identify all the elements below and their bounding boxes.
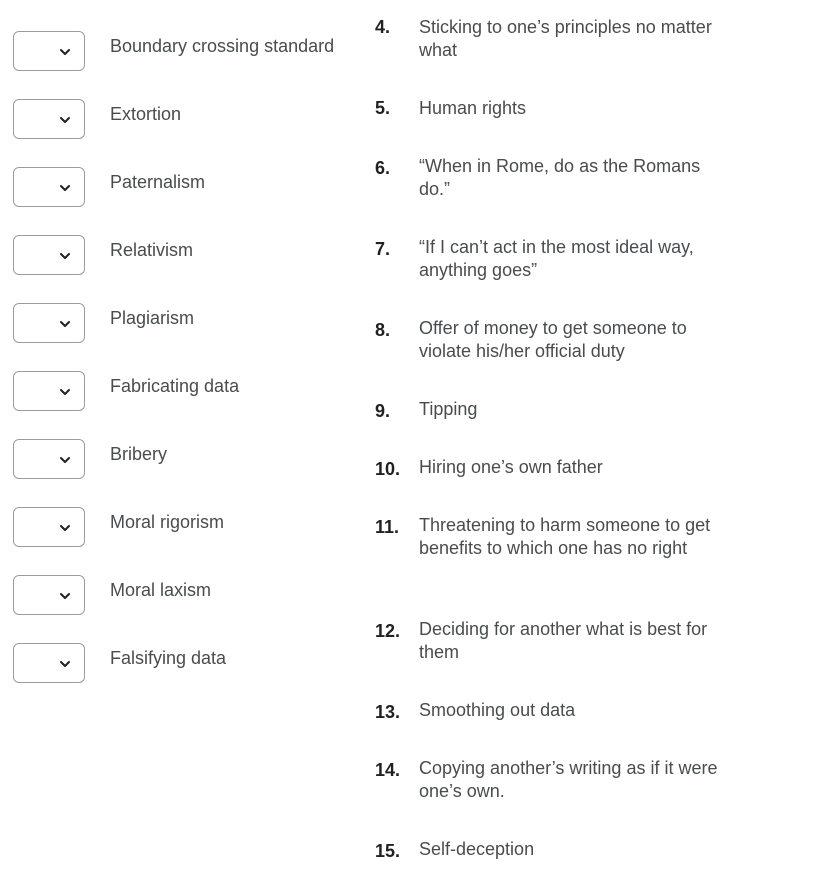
term-label: Fabricating data [110, 376, 240, 396]
term-label: Boundary crossing standard [110, 36, 335, 56]
match-dropdown[interactable] [13, 303, 85, 343]
chevron-down-icon [58, 657, 72, 671]
definition-text: Self-deception [419, 839, 535, 859]
definition-number: 4. [375, 17, 391, 37]
match-dropdown[interactable] [13, 575, 85, 615]
chevron-down-icon [58, 181, 72, 195]
match-dropdown[interactable] [13, 439, 85, 479]
definition-number: 11. [375, 517, 400, 537]
chevron-down-icon [58, 385, 72, 399]
definition-number: 8. [375, 320, 391, 340]
term-label: Bribery [110, 444, 168, 464]
term-label: Falsifying data [110, 648, 227, 668]
match-dropdown[interactable] [13, 99, 85, 139]
definition-number: 5. [375, 98, 391, 118]
definition-text: Threatening to harm someone to get benefits to which one has no right [419, 515, 711, 558]
definition-text: “If I can’t act in the most ideal way, anything goes” [419, 237, 694, 280]
definition-number: 15. [375, 841, 401, 861]
definition-number: 12. [375, 621, 401, 641]
definition-text: Hiring one’s own father [419, 457, 603, 477]
chevron-down-icon [58, 521, 72, 535]
match-dropdown[interactable] [13, 31, 85, 71]
definition-number: 9. [375, 401, 391, 421]
definition-text: Copying another’s writing as if it were one’s own. [419, 758, 718, 801]
chevron-down-icon [58, 453, 72, 467]
term-label: Extortion [110, 104, 182, 124]
match-dropdown[interactable] [13, 371, 85, 411]
term-label: Paternalism [110, 172, 206, 192]
definition-number: 13. [375, 702, 401, 722]
definition-number: 10. [375, 459, 401, 479]
chevron-down-icon [58, 589, 72, 603]
chevron-down-icon [58, 113, 72, 127]
chevron-down-icon [58, 45, 72, 59]
term-label: Plagiarism [110, 308, 195, 328]
definition-number: 6. [375, 158, 391, 178]
term-label: Moral rigorism [110, 512, 225, 532]
definition-number: 14. [375, 760, 401, 780]
definition-text: “When in Rome, do as the Romans do.” [419, 156, 701, 199]
definition-text: Human rights [419, 98, 527, 118]
definition-text: Offer of money to get someone to violate his/her official duty [419, 318, 687, 361]
definition-clip [375, 0, 725, 64]
definition-text: Deciding for another what is best for them [419, 619, 708, 662]
match-dropdown[interactable] [13, 167, 85, 207]
chevron-down-icon [58, 249, 72, 263]
match-dropdown[interactable] [13, 507, 85, 547]
definition-text: Sticking to one’s principles no matter what [419, 17, 712, 60]
match-dropdown[interactable] [13, 235, 85, 275]
term-label: Moral laxism [110, 580, 212, 600]
definition-text: Smoothing out data [419, 700, 576, 720]
chevron-down-icon [58, 317, 72, 331]
definition-text: Tipping [419, 399, 478, 419]
definition-number: 7. [375, 239, 391, 259]
term-label: Relativism [110, 240, 194, 260]
match-dropdown[interactable] [13, 643, 85, 683]
